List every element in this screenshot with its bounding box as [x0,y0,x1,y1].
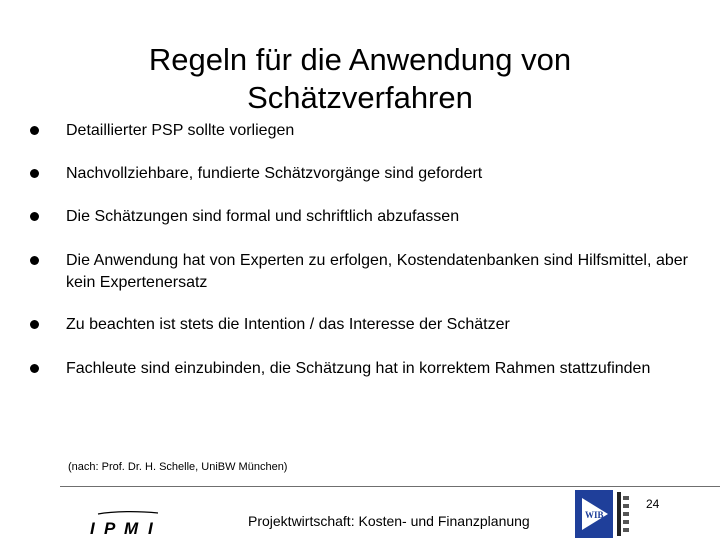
svg-text:P: P [104,519,123,538]
bullet-icon [30,126,39,135]
bullet-text: Die Schätzungen sind formal und schriftlich abzufassen [66,208,460,225]
ipmi-logo [84,510,162,538]
bullet-icon [30,169,39,178]
bullet-text: Die Anwendung hat von Experten zu erfolgen, Kostendatenbanken sind Hilfsmittel, aber kein Expertenersatz [66,252,688,291]
bullet-text: Zu beachten ist stets die Intention / das Interesse der Schätzer [66,316,510,333]
slide-title-line-1: Regeln für die Anwendung von [148,41,572,77]
slide-title-line-2: Schätzverfahren [247,79,473,115]
wib-logo [575,490,631,538]
svg-text:WIB: WIB [585,510,604,520]
bullet-icon [30,256,39,265]
bullet-icon [30,320,39,329]
bullet-icon [30,364,39,373]
bullet-text: Fachleute sind einzubinden, die Schätzung hat in korrektem Rahmen stattzufinden [66,360,651,377]
citation-text: (nach: Prof. Dr. H. Schelle, UniBW München) [68,461,288,473]
bullet-icon [30,212,39,221]
course-title: Projektwirtschaft: Kosten- und Finanzplanung [248,513,530,529]
svg-text:I: I [90,519,102,538]
bullet-text: Detaillierter PSP sollte vorliegen [66,122,295,139]
footer-divider [60,486,720,487]
bullet-text: Nachvollziehbare, fundierte Schätzvorgänge sind gefordert [66,165,483,182]
svg-text:I: I [148,519,160,538]
svg-text:M: M [124,519,146,538]
page-number: 24 [646,497,660,511]
